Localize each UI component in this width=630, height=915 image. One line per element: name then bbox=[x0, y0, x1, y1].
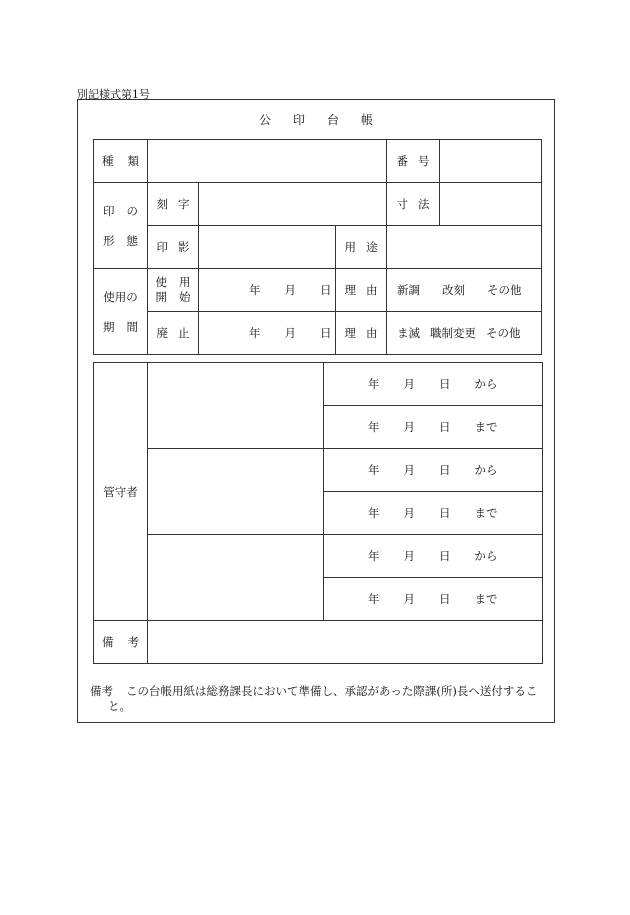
reason-worn[interactable]: ま滅 bbox=[397, 326, 421, 340]
row-impression bbox=[94, 226, 542, 269]
form-number: 別記様式第1号 bbox=[77, 88, 150, 101]
label-use-start: 使 用 開 始 bbox=[148, 269, 199, 312]
reason-reorg[interactable]: 職制変更 bbox=[430, 326, 477, 340]
title-char: 公 bbox=[258, 113, 271, 127]
title-char: 印 bbox=[292, 113, 305, 127]
reason-new[interactable]: 新調 bbox=[397, 283, 421, 297]
abolish-reason-options[interactable] bbox=[387, 312, 542, 355]
custodian-3-from-date[interactable]: 年 月 日 から bbox=[324, 535, 543, 578]
footnote-label: 備考 bbox=[90, 684, 113, 698]
label-start-reason: 理 由 bbox=[336, 269, 387, 312]
label-abolish-reason: 理 由 bbox=[336, 312, 387, 355]
label-remarks: 備 考 bbox=[94, 621, 148, 664]
reason-other[interactable]: その他 bbox=[487, 283, 522, 297]
custodian-2-until-date[interactable]: 年 月 日 まで bbox=[324, 492, 543, 535]
custodian-name-field-2[interactable] bbox=[148, 449, 324, 535]
dimension-value-field[interactable] bbox=[440, 183, 542, 226]
custodian-3-until-date[interactable]: 年 月 日 まで bbox=[324, 578, 543, 621]
reason-other[interactable]: その他 bbox=[486, 326, 521, 340]
row-abolish bbox=[94, 312, 542, 355]
footnote bbox=[90, 684, 550, 714]
footnote-text-continued: と。 bbox=[108, 699, 131, 713]
label-seal-form: 印 の 形 態 bbox=[94, 183, 148, 269]
label-custodian: 管守者 bbox=[94, 363, 148, 621]
title-char: 台 bbox=[327, 113, 340, 127]
label-kind: 種 類 bbox=[94, 140, 148, 183]
custodian-name-field-3[interactable] bbox=[148, 535, 324, 621]
remarks-field[interactable] bbox=[148, 621, 543, 664]
label-usage-period: 使用の 期 間 bbox=[94, 269, 148, 355]
label-engraving: 刻 字 bbox=[148, 183, 199, 226]
start-reason-options[interactable] bbox=[387, 269, 542, 312]
custodian-row-3-from bbox=[94, 535, 543, 578]
label-abolish: 廃 止 bbox=[148, 312, 199, 355]
footnote-text: この台帳用紙は総務課長において準備し、承認があった際課(所)長へ送付するこ bbox=[126, 684, 538, 698]
row-engraving bbox=[94, 183, 542, 226]
label-dimension: 寸 法 bbox=[387, 183, 440, 226]
reason-recarve[interactable]: 改刻 bbox=[442, 283, 466, 297]
purpose-value-field[interactable] bbox=[387, 226, 542, 269]
custodian-row-1-from bbox=[94, 363, 543, 406]
row-use-start bbox=[94, 269, 542, 312]
kind-value-field[interactable] bbox=[148, 140, 387, 183]
label-impression: 印 影 bbox=[148, 226, 199, 269]
impression-value-field[interactable] bbox=[199, 226, 336, 269]
seal-ledger-table bbox=[93, 139, 542, 355]
custodian-table bbox=[93, 362, 543, 664]
ledger-title bbox=[77, 111, 555, 128]
label-purpose: 用 途 bbox=[336, 226, 387, 269]
engraving-value-field[interactable] bbox=[199, 183, 387, 226]
custodian-row-2-from bbox=[94, 449, 543, 492]
custodian-2-from-date[interactable]: 年 月 日 から bbox=[324, 449, 543, 492]
number-value-field[interactable] bbox=[440, 140, 542, 183]
use-start-date-field[interactable]: 年 月 日 bbox=[199, 269, 336, 312]
custodian-1-from-date[interactable]: 年 月 日 から bbox=[324, 363, 543, 406]
row-kind bbox=[94, 140, 542, 183]
custodian-1-until-date[interactable]: 年 月 日 まで bbox=[324, 406, 543, 449]
custodian-name-field-1[interactable] bbox=[148, 363, 324, 449]
row-remarks bbox=[94, 621, 543, 664]
abolish-date-field[interactable]: 年 月 日 bbox=[199, 312, 336, 355]
label-number: 番 号 bbox=[387, 140, 440, 183]
title-char: 帳 bbox=[361, 113, 374, 127]
